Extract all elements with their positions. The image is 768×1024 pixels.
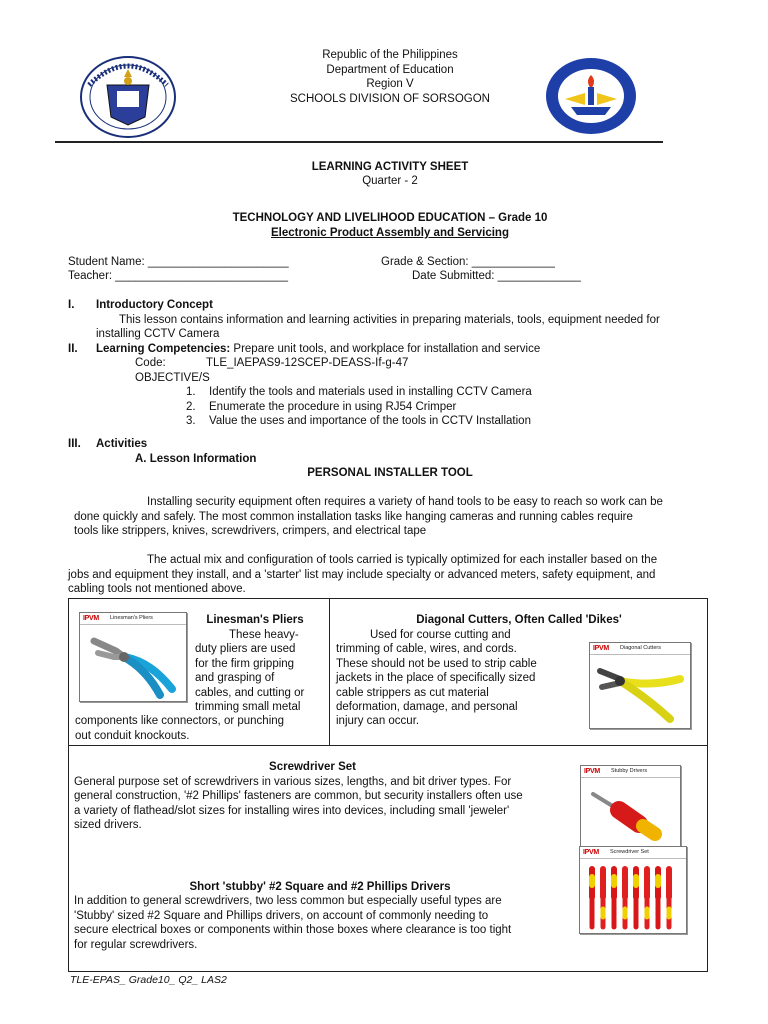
code-label: Code: <box>135 357 166 369</box>
header-region: Region V <box>366 78 414 90</box>
objective-1-text: Identify the tools and materials used in installing CCTV Camera <box>209 386 532 398</box>
section-2-heading: Learning Competencies: <box>96 343 231 355</box>
section-1-heading: Introductory Concept <box>96 299 213 311</box>
course-title: Electronic Product Assembly and Servicing <box>271 227 509 239</box>
stubby-text-line2: 'Stubby' sized #2 Square and Phillips drivers, on account of commonly needing to <box>74 910 489 922</box>
lesson-para1-line1: Installing security equipment often requires a variety of hand tools to be easy to reach so work can be <box>147 496 663 508</box>
section-2-text: Prepare unit tools, and workplace for installation and service <box>233 343 541 355</box>
screwdriver-set-image-caption: Screwdriver Set <box>610 849 649 855</box>
screwdriver-text-line2: general construction, '#2 Phillips' fasteners are common, but security installers often use <box>74 790 523 802</box>
competency-code: TLE_IAEPAS9-12SCEP-DEASS-If-g-47 <box>206 357 409 369</box>
diagonal-text-line6: deformation, damage, and personal <box>336 701 518 713</box>
linesman-pliers-title: Linesman's Pliers <box>206 614 304 626</box>
diagonal-image-caption: Diagonal Cutters <box>620 645 661 651</box>
screwdriver-set-caption-bar <box>580 858 686 859</box>
lesson-para1-line2: done quickly and safely. The most common installation tasks like hanging cameras and running cables require <box>74 511 633 523</box>
screwdriver-text-line1: General purpose set of screwdrivers in various sizes, lengths, and bit driver types. For <box>74 776 512 788</box>
diagonal-text-line5: cable strippers as cut material <box>336 687 489 699</box>
teacher-field: Teacher: ___________________________ <box>68 270 288 282</box>
linesman-text-line8: out conduit knockouts. <box>75 730 190 742</box>
stubby-drivers-title: Short 'stubby' #2 Square and #2 Phillips Drivers <box>189 881 451 893</box>
page-footer: TLE-EPAS_ Grade10_ Q2_ LAS2 <box>70 974 227 986</box>
objective-1-number: 1. <box>186 386 196 398</box>
lesson-para2-line2: jobs and equipment they install, and a 'starter' list may include specialty or advanced meters, safety equipment, and <box>68 569 656 581</box>
header-republic: Republic of the Philippines <box>322 49 458 61</box>
objectives-label: OBJECTIVE/S <box>135 372 210 384</box>
grade-section-field: Grade & Section: _____________ <box>381 256 555 268</box>
ipvm-logo-diagonal: IPVM <box>593 645 609 652</box>
header-division: SCHOOLS DIVISION OF SORSOGON <box>289 93 490 105</box>
screwdriver-set-title: Screwdriver Set <box>269 761 356 773</box>
diagonal-cutters-icon <box>590 657 690 728</box>
section-1-text-line1: This lesson contains information and learning activities in preparing materials, tools, equipment needed for <box>119 314 660 326</box>
header-deped: Department of Education <box>326 64 454 76</box>
tools-table-horizontal-divider <box>68 745 707 746</box>
section-2-number: II. <box>68 343 78 355</box>
linesman-text-line4: and grasping of <box>195 672 275 684</box>
section-3-number: III. <box>68 438 81 450</box>
linesman-pliers-icon <box>80 627 186 701</box>
screwdriver-text-line3: a variety of flathead/slot sizes for installing wires into devices, including small 'jeweler' <box>74 805 510 817</box>
linesman-text-line2: duty pliers are used <box>195 643 296 655</box>
linesman-caption-bar <box>80 624 186 625</box>
diagonal-cutters-image <box>589 642 691 729</box>
section-2-line <box>96 343 540 355</box>
stubby-text-line3: secure electrical boxes or components within those boxes where clearance is too tight <box>74 924 512 936</box>
stubby-text-line1: In addition to general screwdrivers, two less common but especially useful types are <box>74 895 502 907</box>
diagonal-caption-bar <box>590 654 690 655</box>
quarter-label: Quarter - 2 <box>362 175 418 187</box>
lesson-para2-line3: cabling tools not mentioned above. <box>68 583 246 595</box>
stubby-image-caption: Stubby Drivers <box>611 768 648 774</box>
stubby-caption-bar <box>581 777 680 778</box>
sheet-title: LEARNING ACTIVITY SHEET <box>311 161 469 173</box>
ipvm-logo-screwdriver-set: IPVM <box>583 849 599 856</box>
sorsogon-division-seal-logo <box>545 57 637 135</box>
diagonal-text-line7: injury can occur. <box>336 715 420 727</box>
linesman-pliers-image <box>79 612 187 702</box>
lesson-para2-line1: The actual mix and configuration of tools carried is typically optimized for each installer based on the <box>147 554 658 566</box>
lesson-para1-line3: tools like strippers, knives, screwdrivers, crimpers, and electrical tape <box>74 525 427 537</box>
ipvm-logo-linesman: IPVM <box>83 615 99 622</box>
diagonal-cutters-title: Diagonal Cutters, Often Called 'Dikes' <box>416 614 622 626</box>
diagonal-text-line1: Used for course cutting and <box>370 629 511 641</box>
stubby-driver-icon <box>581 780 680 847</box>
date-submitted-field: Date Submitted: _____________ <box>412 270 581 282</box>
section-1-number: I. <box>68 299 75 311</box>
objective-3-text: Value the uses and importance of the tools in CCTV Installation <box>209 415 531 427</box>
stubby-text-line4: for regular screwdrivers. <box>74 939 198 951</box>
section-1-text-line2: installing CCTV Camera <box>96 328 220 340</box>
diagonal-text-line2: trimming of cable, wires, and cords. <box>336 643 517 655</box>
linesman-text-line1: These heavy- <box>229 629 299 641</box>
objective-2-text: Enumerate the procedure in using RJ54 Crimper <box>209 401 457 413</box>
header-divider <box>55 141 663 143</box>
lesson-title: PERSONAL INSTALLER TOOL <box>307 467 473 479</box>
linesman-image-caption: Linesman's Pliers <box>110 615 153 621</box>
deped-seal-logo <box>79 55 177 139</box>
screwdriver-set-icon <box>580 861 686 933</box>
student-name-field: Student Name: ______________________ <box>68 256 289 268</box>
objective-3-number: 3. <box>186 415 196 427</box>
objective-2-number: 2. <box>186 401 196 413</box>
tools-table-vertical-divider <box>329 598 330 746</box>
subject-title: TECHNOLOGY AND LIVELIHOOD EDUCATION – Grade 10 <box>232 212 548 224</box>
section-3-heading: Activities <box>96 438 148 450</box>
linesman-text-line3: for the firm gripping <box>195 658 295 670</box>
linesman-text-line6: trimming small metal <box>195 701 301 713</box>
screwdriver-set-image <box>579 846 687 934</box>
linesman-text-line5: cables, and cutting or <box>195 687 305 699</box>
lesson-info-subheading: A. Lesson Information <box>135 453 257 465</box>
diagonal-text-line4: jackets in the place of specifically sized <box>336 672 536 684</box>
diagonal-text-line3: These should not be used to strip cable <box>336 658 537 670</box>
linesman-text-line7: components like connectors, or punching <box>75 715 285 727</box>
ipvm-logo-stubby: IPVM <box>584 768 600 775</box>
stubby-drivers-image <box>580 765 681 848</box>
screwdriver-text-line4: sized drivers. <box>74 819 142 831</box>
